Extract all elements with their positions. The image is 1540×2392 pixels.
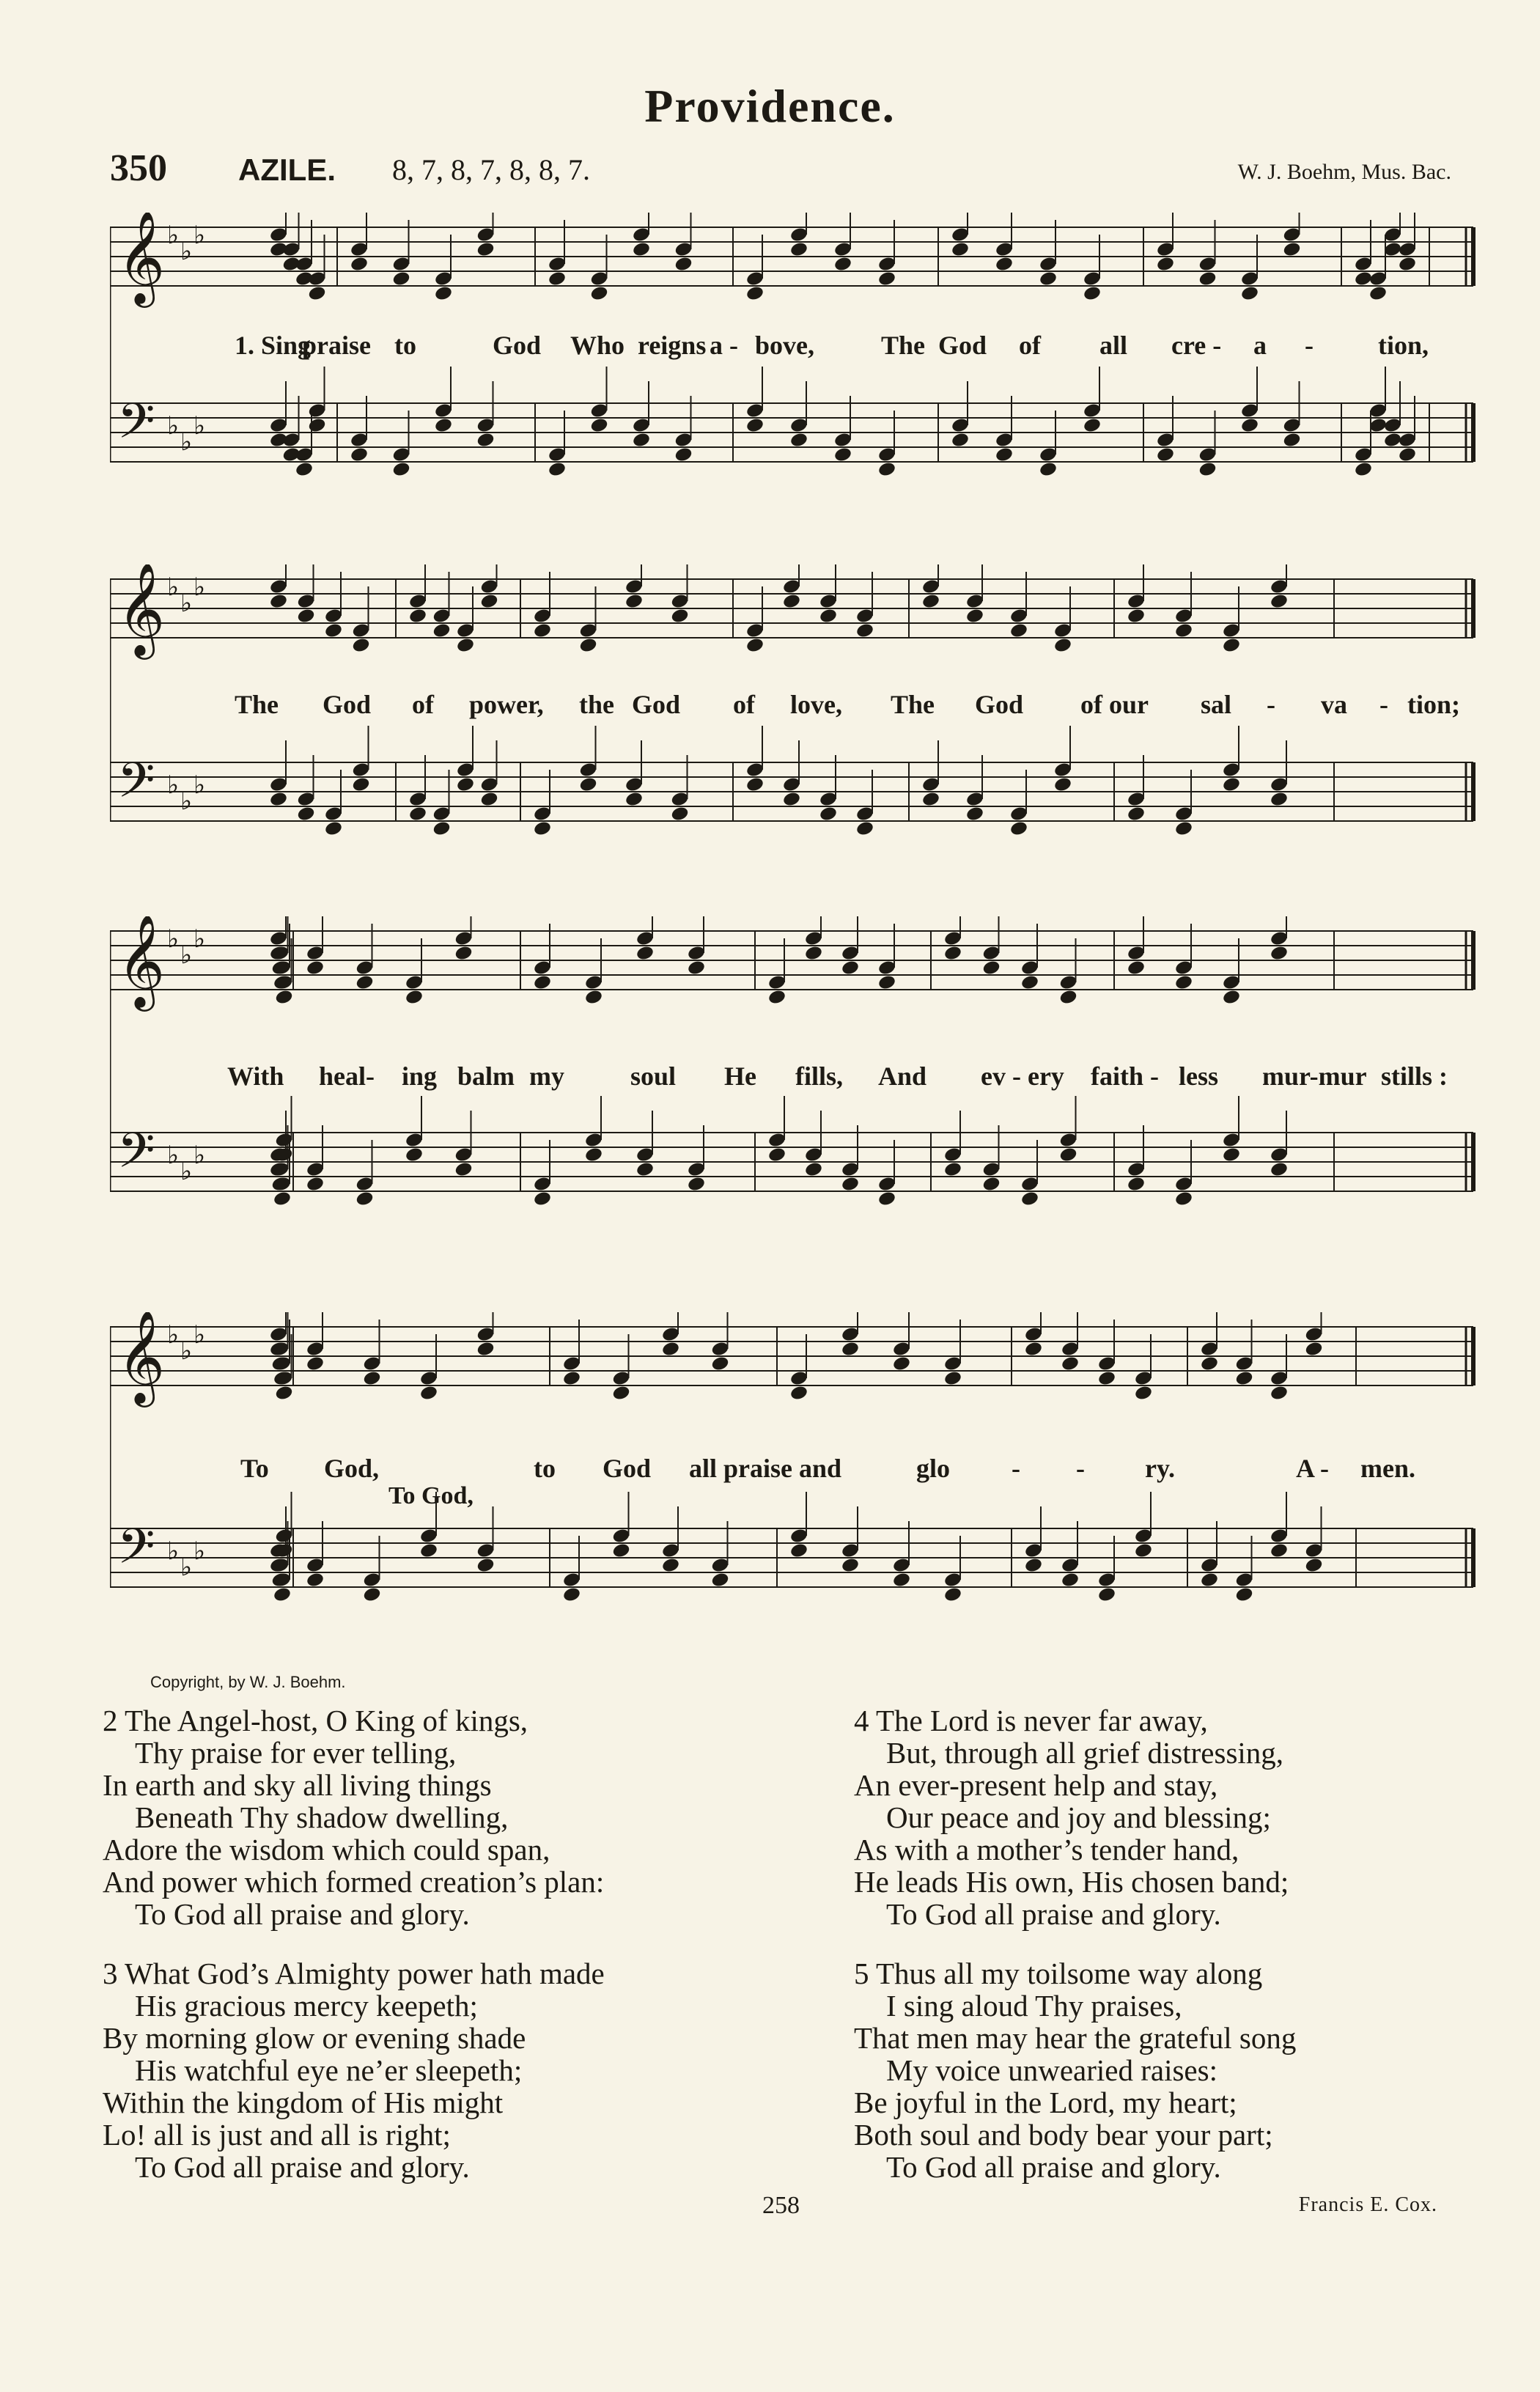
svg-text:♭: ♭ [180, 787, 193, 816]
syllable: to [534, 1454, 556, 1483]
verse-line: Our peace and joy and blessing; [886, 1800, 1271, 1834]
verse-line: Adore the wisdom which could span, [103, 1833, 550, 1866]
verse-line: Be joyful in the Lord, my heart; [854, 2086, 1237, 2119]
grand-staff-4 [110, 1312, 1488, 1671]
syllable: praise [302, 331, 371, 360]
syllable: bove, [755, 331, 814, 360]
syllable: God [632, 690, 681, 719]
verse-number: 5 [854, 1957, 869, 1990]
svg-text:♭: ♭ [194, 924, 206, 954]
syllable: less [1179, 1061, 1218, 1091]
syllable: And [878, 1061, 927, 1091]
svg-text:♭: ♭ [180, 237, 193, 266]
svg-text:♭: ♭ [194, 221, 206, 250]
syllable: A - [1296, 1454, 1329, 1483]
verse-5 [854, 1957, 1296, 2183]
syllable: ev - ery [981, 1061, 1064, 1091]
verse-line: I sing aloud Thy praises, [886, 1989, 1182, 2023]
svg-text:♭: ♭ [180, 1336, 193, 1366]
svg-text:♭: ♭ [167, 573, 180, 602]
verse-number: 2 [103, 1704, 118, 1737]
syllable: To [240, 1454, 269, 1483]
syllable: of [733, 690, 755, 719]
verse-line: But, through all grief distressing, [886, 1736, 1284, 1770]
svg-text:♭: ♭ [167, 1320, 180, 1350]
verse-line: To God all praise and glory. [886, 1897, 1221, 1931]
svg-text:♭: ♭ [194, 411, 206, 441]
svg-text:♭: ♭ [180, 427, 193, 457]
verse-line: Thy praise for ever telling, [135, 1736, 457, 1770]
verse-line: Within the kingdom of His might [103, 2086, 504, 2119]
tune-name: AZILE. [238, 152, 336, 187]
verse-line: By morning glow or evening shade [103, 2021, 526, 2055]
verse-line: In earth and sky all living things [103, 1768, 492, 1802]
syllable: - [1267, 690, 1275, 719]
verse-4 [854, 1704, 1289, 1930]
svg-text:𝄢: 𝄢 [117, 752, 155, 820]
syllable: He [724, 1061, 756, 1091]
syllable: reigns [638, 331, 707, 360]
music-system-1 [110, 213, 1488, 506]
syllable: mur-mur [1262, 1061, 1367, 1091]
svg-text:♭: ♭ [180, 941, 193, 970]
verse-line: My voice unwearied raises: [886, 2053, 1217, 2087]
grand-staff-2 [110, 564, 1488, 902]
verse-line: His watchful eye ne’er sleepeth; [135, 2053, 523, 2087]
svg-text:♭: ♭ [180, 1157, 193, 1186]
syllable: to [394, 331, 416, 360]
svg-text:♭: ♭ [167, 411, 180, 441]
author: Francis E. Cox. [1298, 2193, 1437, 2216]
bass-cue: To God, [388, 1482, 474, 1509]
grand-staff-3 [110, 916, 1488, 1268]
syllable: cre - [1171, 331, 1222, 360]
syllable: - [1076, 1454, 1085, 1483]
syllable: God [323, 690, 372, 719]
syllable: tion, [1378, 331, 1429, 360]
syllable: of [412, 690, 434, 719]
syllable: love, [790, 690, 842, 719]
verse-line: An ever-present help and stay, [854, 1768, 1218, 1802]
syllable: balm [457, 1061, 515, 1091]
verse-line: Lo! all is just and all is right; [103, 2118, 451, 2152]
svg-text:𝄢: 𝄢 [117, 393, 155, 461]
verses [103, 1704, 1459, 2218]
svg-text:𝄢: 𝄢 [117, 1518, 155, 1586]
svg-text:♭: ♭ [180, 589, 193, 618]
verse-3 [103, 1957, 605, 2183]
verse-line: The Lord is never far away, [876, 1704, 1208, 1737]
meter: 8, 7, 8, 7, 8, 8, 7. [392, 153, 590, 186]
verse-line: And power which formed creation’s plan: [103, 1865, 605, 1899]
svg-text:♭: ♭ [167, 924, 180, 954]
verse-line: Beneath Thy shadow dwelling, [135, 1800, 509, 1834]
syllable: all praise and [689, 1454, 842, 1483]
verse-line: The Angel-host, O King of kings, [125, 1704, 528, 1737]
syllable: of our [1080, 690, 1149, 719]
svg-text:♭: ♭ [194, 770, 206, 800]
svg-text:♭: ♭ [194, 1141, 206, 1170]
syllable: tion; [1407, 690, 1460, 719]
svg-text:♭: ♭ [194, 1320, 206, 1350]
syllable: Who [570, 331, 625, 360]
syllable: ry. [1145, 1454, 1175, 1483]
syllable: God, [324, 1454, 380, 1483]
syllable: faith - [1091, 1061, 1159, 1091]
syllable: va [1321, 690, 1347, 719]
svg-text:♭: ♭ [167, 1537, 180, 1566]
music-system-4 [110, 1312, 1488, 1671]
syllable: sal [1201, 690, 1232, 719]
composer: W. J. Boehm, Mus. Bac. [1237, 160, 1451, 184]
verse-2 [103, 1704, 604, 1930]
page-number: 258 [762, 2192, 800, 2219]
svg-text:𝄞: 𝄞 [117, 213, 166, 303]
svg-text:𝄞: 𝄞 [117, 916, 166, 1007]
verse-line: To God all praise and glory. [886, 2150, 1221, 2184]
music-system-2 [110, 564, 1488, 902]
verse-line: As with a mother’s tender hand, [854, 1833, 1239, 1866]
syllable: With [227, 1061, 284, 1091]
syllable: glo [916, 1454, 951, 1483]
section-title: Providence. [644, 80, 896, 132]
syllable: 1. Sing [235, 331, 312, 360]
syllable: God [938, 331, 987, 360]
svg-text:♭: ♭ [180, 1553, 193, 1582]
syllable: God [975, 690, 1024, 719]
verse-line: Both soul and body bear your part; [854, 2118, 1273, 2152]
verse-line: To God all praise and glory. [135, 2150, 470, 2184]
svg-text:♭: ♭ [167, 221, 180, 250]
syllable: The [235, 690, 279, 719]
syllable: The [891, 690, 935, 719]
verse-line: He leads His own, His chosen band; [854, 1865, 1289, 1899]
syllable: power, [469, 690, 544, 719]
hymn-header [110, 147, 1451, 191]
verse-line: Thus all my toilsome way along [876, 1957, 1263, 1990]
verse-number: 4 [854, 1704, 869, 1737]
syllable: - [1012, 1454, 1020, 1483]
syllable: fills, [795, 1061, 844, 1091]
svg-text:♭: ♭ [194, 573, 206, 602]
svg-text:𝄞: 𝄞 [117, 1312, 166, 1403]
verse-line: To God all praise and glory. [135, 1897, 470, 1931]
svg-text:♭: ♭ [167, 1141, 180, 1170]
syllable: The [881, 331, 926, 360]
syllable: all [1099, 331, 1128, 360]
copyright: Copyright, by W. J. Boehm. [150, 1673, 346, 1691]
verse-number: 3 [103, 1957, 118, 1990]
svg-text:𝄞: 𝄞 [117, 564, 166, 655]
syllable: God [603, 1454, 652, 1483]
music-system-3 [110, 916, 1488, 1268]
verse-line: His gracious mercy keepeth; [135, 1989, 478, 2023]
syllable: - [1379, 690, 1388, 719]
syllable: my [529, 1061, 564, 1091]
syllable: stills : [1381, 1061, 1448, 1091]
svg-text:𝄢: 𝄢 [117, 1122, 155, 1191]
syllable: soul [630, 1061, 677, 1091]
syllable: heal- [319, 1061, 375, 1091]
syllable: - [1305, 331, 1314, 360]
verse-line: What God’s Almighty power hath made [125, 1957, 605, 1990]
syllable: a [1253, 331, 1267, 360]
syllable: a - [710, 331, 738, 360]
svg-text:♭: ♭ [194, 1537, 206, 1566]
syllable: the [579, 690, 614, 719]
syllable: God [493, 331, 542, 360]
syllable: ing [402, 1061, 438, 1091]
verse-line: That men may hear the grateful song [854, 2021, 1297, 2055]
svg-text:♭: ♭ [167, 770, 180, 800]
hymn-number: 350 [110, 147, 167, 189]
syllable: men. [1360, 1454, 1415, 1483]
syllable: of [1019, 331, 1041, 360]
